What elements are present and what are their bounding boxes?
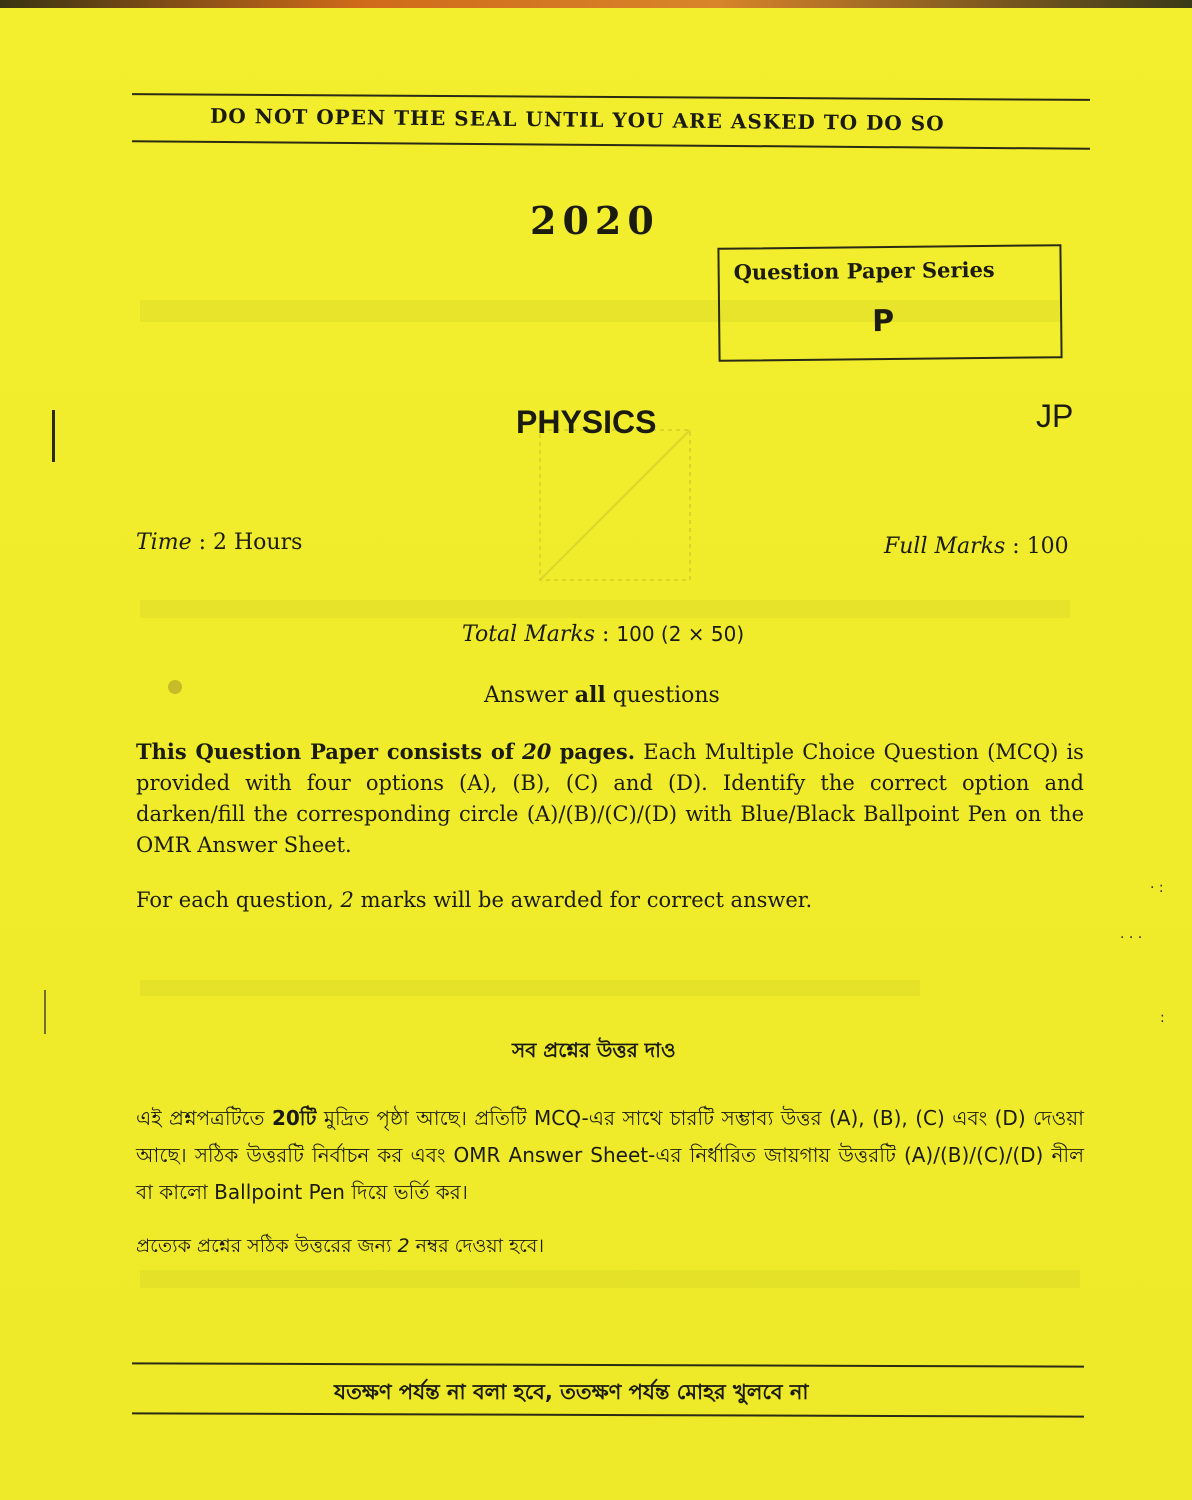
- pages-count: 20: [522, 739, 552, 764]
- marking-instruction-bengali: [136, 1232, 544, 1264]
- bn-marking-num: 2: [397, 1235, 410, 1257]
- exam-year: 2020: [530, 198, 660, 243]
- bottom-rule-lower: [132, 1412, 1084, 1417]
- pages-bold-b: pages.: [559, 739, 636, 764]
- full-marks: Full Marks : 100: [884, 534, 1069, 559]
- time-value: 2 Hours: [213, 530, 303, 555]
- subject-title: PHYSICS: [516, 404, 657, 440]
- margin-mark: [52, 410, 55, 462]
- seal-notice-bengali: যতক্ষণ পর্যন্ত না বলা হবে, ততক্ষণ পর্যন্ত মোহর খুলবে না: [334, 1380, 809, 1404]
- paper-code: JP: [1036, 398, 1074, 434]
- total-marks-label: Total Marks: [462, 622, 595, 647]
- bn-pages-count: 20টি: [271, 1106, 317, 1130]
- pages-bold-a: This Question Paper consists of: [136, 739, 514, 764]
- margin-specks: · · ·: [1120, 930, 1143, 946]
- margin-mark: [44, 990, 46, 1034]
- full-marks-value: 100: [1026, 534, 1069, 559]
- bn-marking-post: নম্বর দেওয়া হবে।: [415, 1235, 545, 1257]
- bleed-through-line: [140, 980, 920, 996]
- total-marks: Total Marks : 100 (2 × 50): [462, 622, 745, 647]
- paper-stain: [168, 680, 182, 694]
- series-code: P: [872, 303, 895, 340]
- answer-all-bengali: সব প্রশ্নের উত্তর দাও: [512, 1038, 676, 1062]
- bleed-through-line: [140, 1270, 1080, 1288]
- bn-marking-pre: প্রত্যেক প্রশ্নের সঠিক উত্তরের জন্য: [136, 1235, 392, 1257]
- series-label: Question Paper Series: [733, 256, 995, 285]
- answer-all-instruction: [484, 682, 720, 708]
- top-rule-upper: [132, 93, 1090, 101]
- answer-pre: Answer: [484, 683, 568, 708]
- margin-specks: :: [1160, 1010, 1165, 1026]
- mcq-instructions: Each Multiple Choice Question (MCQ) is provided with four options (A), (B), (C) and (D). Identify the correct option and darken/fill the corresponding circle (A)/(B)/(C)/(D) with Blue/Black Ballpoint Pen on the OMR Answer Sheet.: [136, 740, 1084, 857]
- seal-notice-english: DO NOT OPEN THE SEAL UNTIL YOU ARE ASKED TO DO SO: [209, 103, 945, 136]
- answer-bold: all: [574, 682, 606, 708]
- instructions-english-paragraph: [136, 736, 1084, 861]
- margin-specks: · :: [1150, 880, 1164, 896]
- answer-post: questions: [612, 683, 720, 708]
- bleed-through-line: [140, 600, 1070, 618]
- bleed-through-graph: [530, 420, 710, 590]
- bn-mcq-instructions: মুদ্রিত পৃষ্ঠা আছে। প্রতিটি MCQ-এর সাথে চারটি সম্ভাব্য উত্তর (A), (B), (C) এবং (D) দেওয়া আছে। সঠিক উত্তরটি নির্বাচন কর এবং OMR Answer Sheet-এর নির্ধারিত জায়গায় উত্তরটি (A)/(B)/(C)/(D) নীল বা কালো Ballpoint Pen দিয়ে ভর্তি কর।: [136, 1106, 1084, 1204]
- top-rule-lower: [132, 140, 1090, 150]
- marking-instruction-english: [136, 888, 812, 912]
- marking-num: 2: [340, 888, 354, 912]
- question-paper-series-box: [717, 244, 1062, 362]
- marking-pre: For each question,: [136, 888, 334, 912]
- time-allowed: Time : 2 Hours: [136, 530, 303, 555]
- bottom-rule-upper: [132, 1362, 1084, 1367]
- marking-post: marks will be awarded for correct answer.: [360, 888, 813, 912]
- bn-pages-pre: এই প্রশ্নপত্রটিতে: [136, 1106, 265, 1130]
- instructions-bengali-paragraph: [136, 1100, 1084, 1211]
- full-marks-label: Full Marks: [884, 534, 1006, 559]
- binding-strip: [0, 0, 1192, 8]
- total-marks-value: 100 (2 × 50): [616, 622, 745, 646]
- time-label: Time: [136, 530, 192, 555]
